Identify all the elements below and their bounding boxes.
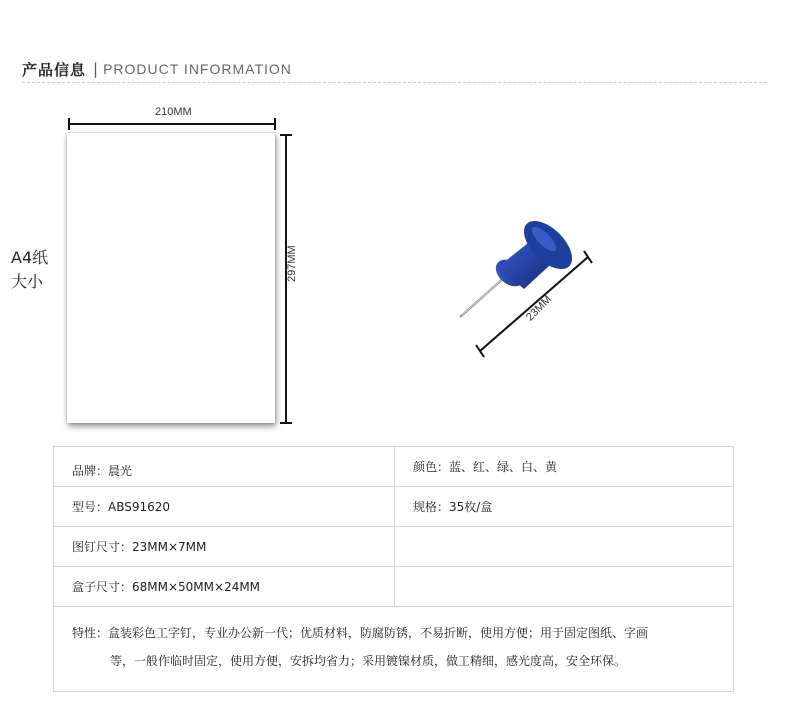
header-divider xyxy=(22,82,767,83)
push-pin-image xyxy=(450,205,610,365)
header-separator: | xyxy=(93,60,99,78)
spec-pin-size: 图钉尺寸：23MM×7MM xyxy=(54,527,395,567)
header-title-cn: 产品信息 xyxy=(22,60,87,79)
table-row xyxy=(54,607,734,692)
header-title-en: PRODUCT INFORMATION xyxy=(103,61,292,77)
a4-paper xyxy=(67,133,275,423)
table-row xyxy=(54,487,734,527)
table-row xyxy=(54,447,734,487)
paper-height-label-text: 297MM xyxy=(286,245,298,282)
spec-table xyxy=(53,446,734,692)
spec-model: 型号：ABS91620 xyxy=(54,487,395,527)
spec-box-size: 盒子尺寸：68MM×50MM×24MM xyxy=(54,567,395,607)
a4-label-line1: A4纸 xyxy=(11,248,49,267)
section-header xyxy=(22,58,292,80)
a4-size-label xyxy=(11,246,48,294)
features-line2: 等，一般作临时固定，使用方便，安拆均省力；采用镀镍材质，做工精细，感光度高，安全环保。 xyxy=(110,654,627,668)
table-row xyxy=(54,567,734,607)
spec-pack: 规格：35枚/盒 xyxy=(395,487,734,527)
paper-width-dimension-line xyxy=(66,117,278,131)
a4-label-line2: 大小 xyxy=(11,272,44,291)
paper-height-label xyxy=(286,217,298,282)
spec-features xyxy=(54,607,734,692)
table-row xyxy=(54,527,734,567)
spec-color: 颜色：蓝、红、绿、白、黄 xyxy=(395,447,734,487)
paper-width-label: 210MM xyxy=(155,106,192,118)
spec-empty-cell xyxy=(395,527,734,567)
features-line1: 特性：盒装彩色工字钉，专业办公新一代；优质材料，防腐防锈，不易折断，使用方便；用于固定图纸、字画 xyxy=(72,626,649,640)
spec-brand: 品牌：晨光 xyxy=(54,447,395,487)
spec-empty-cell xyxy=(395,567,734,607)
pin-length-label: 23MM xyxy=(524,293,555,324)
